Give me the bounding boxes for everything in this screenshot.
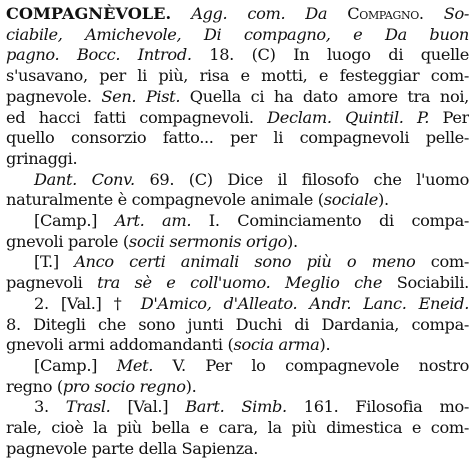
text-segment: [Val.] [110, 397, 186, 417]
italic-segment: Declam. Quintil. P. [267, 107, 430, 127]
italic-segment: socia arma [233, 335, 320, 355]
text-line [6, 335, 469, 356]
text-segment: grinaggi. [6, 148, 78, 168]
italic-segment: Dant. Conv. [34, 169, 135, 189]
text-segment: I. Cominciamento di compa- [191, 211, 469, 231]
text-line [6, 397, 469, 418]
italic-segment: socii sermonis origo [128, 231, 288, 251]
text-line [6, 128, 469, 149]
text-segment: ). [319, 335, 331, 355]
text-line [6, 170, 469, 191]
text-segment: V. Per lo compagnevole nostro [153, 355, 469, 375]
italic-segment: pagno. Bocc. Introd. [6, 45, 192, 65]
text-line [6, 356, 469, 377]
italic-segment: pro socio regno [62, 376, 186, 396]
text-segment: pagnevole parte della Sapienza. [6, 438, 259, 458]
text-line [6, 273, 469, 294]
italic-segment: sociale [323, 190, 379, 210]
text-segment: Quella ci ha dato amore tra noi, [180, 86, 469, 106]
text-segment: [T.] [34, 252, 75, 272]
text-segment: 2. [Val.] † [34, 293, 141, 313]
italic-segment: Bart. Simb. [185, 397, 287, 417]
text-segment: [Camp.] [34, 211, 115, 231]
italic-segment: Trasl. [65, 397, 111, 417]
italic-segment: ciabile, Amichevole, Di compagno, e Da buon [6, 24, 469, 44]
text-segment: [Camp.] [34, 355, 117, 375]
text-line [6, 294, 469, 315]
headword: COMPAGNÈVOLE. [6, 4, 172, 23]
text-segment: regno ( [6, 376, 63, 396]
text-segment: ). [378, 190, 389, 210]
text-segment: com- [415, 252, 469, 272]
text-segment: Sociabili. [382, 273, 469, 293]
text-line [6, 252, 469, 273]
text-segment: . [418, 4, 444, 23]
italic-segment: Anco certi animali sono più o meno [74, 252, 416, 272]
italic-segment: tra sè e coll'uomo. Meglio che [97, 273, 383, 293]
text-segment: quello consorzio fatto... per li compagnevoli pelle- [6, 128, 469, 148]
text-line [6, 232, 469, 253]
text-line [6, 418, 469, 439]
text-segment: naturalmente è compagnevole animale ( [6, 190, 324, 210]
text-line [6, 108, 469, 129]
text-segment: pagnevoli [6, 273, 98, 293]
text-segment: ed hacci fatti compagnevoli. [6, 107, 268, 127]
text-line [6, 190, 469, 211]
italic-segment: D'Amico, d'Alleato. Andr. Lanc. Eneid. [140, 293, 469, 313]
text-line [6, 87, 469, 108]
text-segment: gnevoli parole ( [6, 231, 129, 251]
text-line [6, 149, 469, 170]
text-segment: 18. (C) In luogo di quelle [191, 45, 469, 65]
text-line [6, 377, 469, 398]
text-line [6, 4, 469, 25]
text-segment: rale, cioè la più bella e cara, la più dimestica e com- [6, 418, 469, 438]
italic-segment: So- [443, 4, 469, 23]
text-line [6, 25, 469, 46]
text-segment: ). [287, 231, 298, 251]
text-segment: 8. Ditegli che sono junti Duchi di Dardania, compa- [6, 314, 469, 334]
text-segment [171, 4, 191, 23]
italic-segment: Sen. Pist. [101, 86, 181, 106]
text-segment: ). [185, 376, 197, 396]
text-line [6, 211, 469, 232]
small-caps-segment: Compagno [327, 4, 419, 23]
text-line [6, 66, 469, 87]
text-segment: 69. (C) Dice il filosofo che l'uomo [134, 169, 469, 189]
text-segment: 3. [34, 397, 66, 417]
text-line [6, 439, 469, 460]
text-line [6, 315, 469, 336]
text-segment: gnevoli armi addomandanti ( [6, 335, 234, 355]
text-segment: Per [429, 107, 469, 127]
text-segment: s'usavano, per li più, risa e motti, e festeggiar com- [6, 66, 469, 86]
italic-segment: Met. [116, 355, 154, 375]
italic-segment: Art. am. [114, 211, 192, 231]
text-segment: pagnevole. [6, 86, 102, 106]
text-segment: 161. Filosofia mo- [286, 397, 469, 417]
italic-segment: Agg. com. Da [191, 4, 328, 23]
text-line [6, 45, 469, 66]
